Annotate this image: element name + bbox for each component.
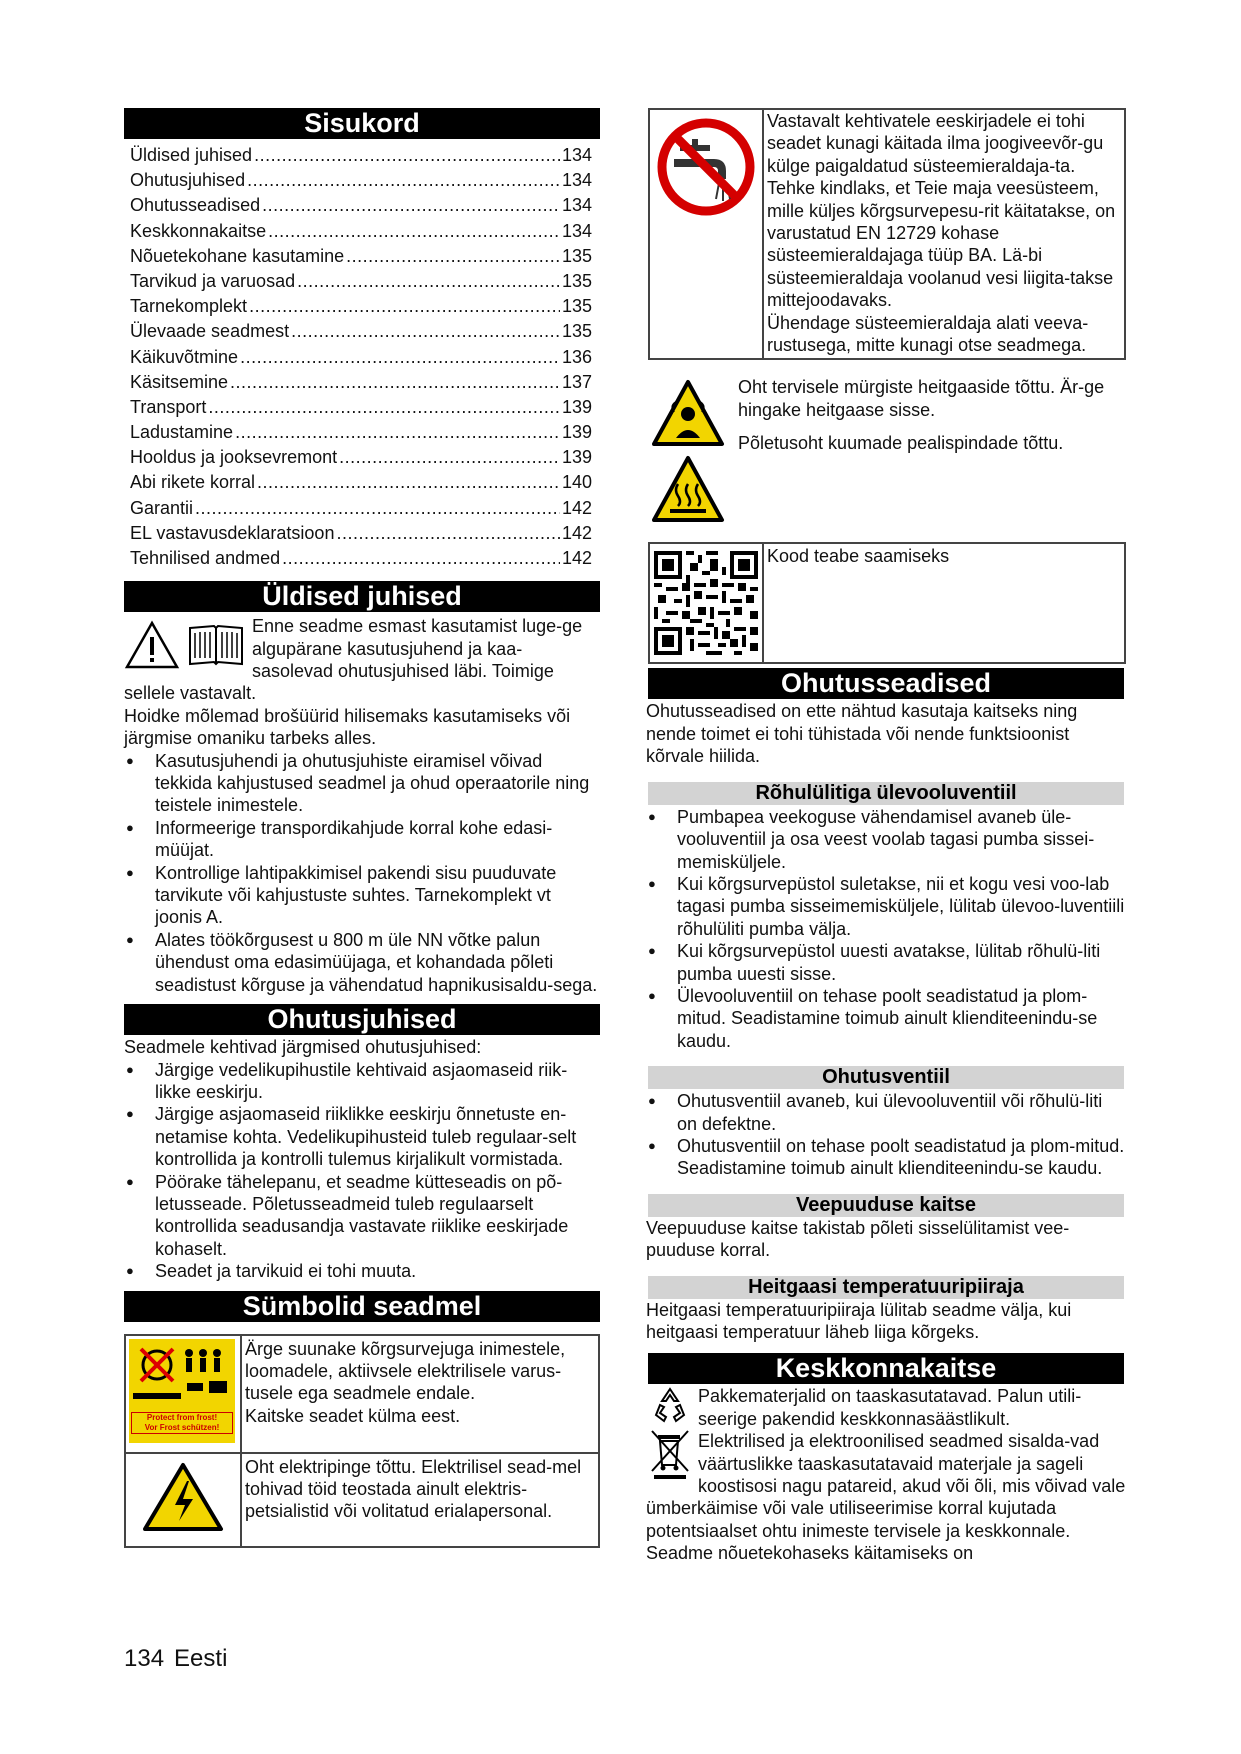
general-intro-text: Enne seadme esmast kasutamist luge-ge algupärane kasutusjuhend ja kaa-sasolevad ohutusjuhised läbi. Toimige sellele vastavalt.	[124, 616, 583, 704]
toc-entry-label: Ladustamine	[130, 422, 234, 443]
page-number: 134	[124, 1645, 165, 1672]
table-row	[125, 1453, 599, 1547]
general-para: Hoidke mõlemad brošüürid hilisemaks kasutamiseks või järgmise omaniku tarbeks alles.	[124, 705, 571, 749]
toc-entry[interactable]	[124, 319, 600, 344]
symbol-icon-cell	[125, 1335, 241, 1453]
toc-entry-page: 142	[561, 548, 592, 568]
table-row	[649, 109, 1125, 359]
general-bullets	[124, 750, 600, 996]
toc-entry-page: 134	[561, 220, 592, 241]
overflow-valve-heading: Rõhulülitiga ülevooluventiil	[648, 782, 1124, 805]
toc-entry-page: 142	[561, 497, 592, 518]
toc-entry-page: 139	[561, 396, 592, 417]
list-item: ● Järgige vedelikupihustile kehtivaid asjaomaseid riik-likke eeskirju.	[124, 1059, 600, 1104]
qr-cell	[649, 543, 763, 663]
toc-entry-page: 135	[561, 321, 592, 342]
toc-entry-page: 139	[561, 447, 592, 468]
list-item: ● Informeerige transpordikahjude korral kohe edasi-müüjat.	[124, 817, 600, 862]
page-footer	[124, 1645, 237, 1673]
crossed-bin-icon	[648, 1427, 692, 1479]
frost-label-line1: Protect from frost!	[146, 1412, 218, 1422]
toc-entry[interactable]	[124, 445, 600, 470]
electric-hazard-icon	[141, 1461, 225, 1533]
symbol-row2-text: Oht elektripinge tõttu. Elektrilisel sead-mel tohivad töid teostada ainult elektris-petsialistid või volitatud erialapersonal.	[245, 1456, 582, 1522]
general-heading: Üldised juhised	[124, 581, 600, 612]
toc-leader-dots	[247, 168, 560, 193]
toc-entry-label: Nõuetekohane kasutamine	[130, 245, 345, 266]
left-column	[124, 108, 600, 1548]
safety-heading: Ohutusjuhised	[124, 1004, 600, 1035]
list-item: ● Pöörake tähelepanu, et seadme kütteseadis on põ-letusseade. Põletusseadmeid tuleb regulaarselt kontrollida seadusandja vastavate riiklike eeskirjade kohaselt.	[124, 1171, 600, 1261]
toc-entry[interactable]	[124, 496, 600, 521]
toc-leader-dots	[291, 319, 560, 344]
toc-entry-label: Käikuvõtmine	[130, 346, 239, 367]
qr-text: Kood teabe saamiseks	[767, 546, 950, 567]
environment-block	[646, 1385, 1126, 1564]
toc-leader-dots	[282, 546, 560, 571]
toc-entry-label: Üldised juhised	[130, 145, 253, 165]
list-item: ● Järgige asjaomaseid riiklikke eeskirju õnnetuste en-netamise kohta. Vedelikupihusteid tuleb regulaar-selt kontrollida ja kontrolli tulemus kirjalikult vormistada.	[124, 1103, 600, 1170]
environment-heading: Keskkonnakaitse	[648, 1353, 1124, 1384]
symbol-text-cell	[241, 1453, 599, 1547]
list-item: ● Ohutusventiil on tehase poolt seadistatud ja plom-mitud. Seadistamine toimub ainult klienditeenindu-se kaudu.	[646, 1135, 1126, 1180]
toc-entry[interactable]	[124, 219, 600, 244]
toc-entry-label: Tarnekomplekt	[130, 296, 248, 317]
exhaust-limiter-text: Heitgaasi temperatuuripiiraja lülitab seadme välja, kui heitgaasi temperatuur läheb liiga kõrgeks.	[646, 1299, 1072, 1342]
toc-entry[interactable]	[124, 168, 600, 193]
environment-icons	[646, 1385, 696, 1477]
toc-entry-page: 135	[561, 270, 592, 291]
toc-entry-page: 136	[561, 346, 592, 367]
toc-entry-label: Keskkonnakaitse	[130, 220, 267, 241]
symbol-icon-cell	[649, 109, 763, 359]
symbols-table	[124, 1334, 600, 1548]
toc-entry-label: Tarvikud ja varuosad	[130, 270, 296, 291]
list-item: ● Pumbapea veekoguse vähendamisel avaneb üle-vooluventiil ja osa veest voolab tagasi pumba sissei-memisküljele.	[646, 806, 1126, 873]
safety-bullets	[124, 1059, 600, 1283]
list-item: ● Ülevooluventiil on tehase poolt seadistatud ja plom-mitud. Seadistamine toimub ainult klienditeenindu-se kaudu.	[646, 985, 1126, 1052]
safety-devices-intro: Ohutusseadised on ette nähtud kasutaja kaitseks ning nende toimet ei tohi tühistada või nende funktsioonist kõrvale hiilida.	[646, 701, 1078, 767]
no-spray-frost-icon	[129, 1339, 235, 1443]
toc-entry[interactable]	[124, 143, 600, 168]
toc-leader-dots	[336, 521, 560, 546]
toc-entry-page: 134	[561, 145, 592, 165]
toc-entry[interactable]	[124, 269, 600, 294]
list-item: ● Kontrollige lahtipakkimisel pakendi sisu puuduvate tarvikute või kahjustuste suhtes. Tarnekomplekt vt joonis A.	[124, 862, 600, 929]
toc-entry[interactable]	[124, 420, 600, 445]
list-item: ● Alates töökõrgusest u 800 m üle NN võtke palun ühendust oma edasimüüjaga, et kohandada põleti seadistust kõrguse ja vähendatud hapnikusisaldu-sega.	[124, 929, 600, 996]
environment-text1: Pakkematerjalid on taaskasutatavad. Palun utili-seerige pakendid keskkonnasäästlikult.	[698, 1386, 1082, 1429]
toc-entry-page: 134	[561, 195, 592, 216]
environment-text2: Elektrilised ja elektroonilised seadmed sisalda-vad väärtuslikke taaskasutatavaid materjale ja sageli koostisosi nagu patareid, akud või õli, mis võivad vale ümberkäimise või vale utiliseerimise korral kujutada potentsiaalset ohtu inimeste tervisele ja keskkonnale. Seadme nõuetekohaseks käitamiseks on	[646, 1431, 1126, 1564]
frost-label-line2: Vor Frost schützen!	[144, 1422, 220, 1432]
toc-leader-dots	[249, 294, 560, 319]
toc-entry[interactable]	[124, 345, 600, 370]
toc-entry[interactable]	[124, 244, 600, 269]
list-item: ● Kui kõrgsurvepüstol suletakse, nii et kogu vesi voo-lab tagasi pumba sisseimemisküljele, lülitab ülevoo-luventiili rõhulüliti pumba välja.	[646, 873, 1126, 940]
toc-entry-page: 137	[561, 371, 592, 392]
no-drinking-water-connection-icon	[656, 117, 756, 217]
toc-entry-label: Käsitsemine	[130, 371, 229, 392]
safety-intro: Seadmele kehtivad järgmised ohutusjuhised:	[124, 1037, 482, 1058]
qr-box	[648, 542, 1126, 664]
toc-entry-label: Tehnilised andmed	[130, 548, 281, 568]
symbol-text-cell	[241, 1335, 599, 1453]
toc-leader-dots	[208, 395, 560, 420]
water-warning-text: Vastavalt kehtivatele eeskirjadele ei tohi seadet kunagi käitada ilma joogiveevõr-gu külge paigaldatud süsteemieraldaja-ta. Tehke kindlaks, et Teie maja veesüsteem, mille küljes kõrgsurvepesu-rit käitatakse, on varustatud EN 12729 kohase süsteemieraldajaga tüüp BA. Lä-bi süsteemieraldaja voolanud vesi liigita-takse mittejoodavaks.	[767, 111, 1116, 311]
right-column	[646, 108, 1126, 1565]
safety-valve-bullets	[646, 1090, 1126, 1180]
water-shortage-text: Veepuuduse kaitse takistab põleti sisselülitamist vee-puuduse korral.	[646, 1217, 1070, 1261]
symbol-row1-text2: Kaitske seadet külma eest.	[245, 1405, 461, 1426]
toc-heading: Sisukord	[124, 108, 600, 139]
toxic-gas-text: Oht tervisele mürgiste heitgaaside tõttu. Är-ge hingake heitgaase sisse.	[738, 377, 1105, 420]
toc-entry-label: Abi rikete korral	[130, 472, 256, 493]
toc-list	[124, 143, 600, 571]
list-item: ● Seadet ja tarvikuid ei tohi muuta.	[124, 1260, 600, 1282]
no-spray-people-icon	[129, 1339, 235, 1411]
page-language: Eesti	[174, 1645, 228, 1672]
table-row	[125, 1335, 599, 1453]
water-shortage-heading: Veepuuduse kaitse	[648, 1194, 1124, 1217]
toc-leader-dots	[240, 345, 560, 370]
toc-entry[interactable]	[124, 193, 600, 218]
warning-triangle-icon	[124, 620, 180, 670]
toc-entry-page: 135	[561, 245, 592, 266]
toc-entry[interactable]	[124, 370, 600, 395]
toc-entry-label: Garantii	[130, 497, 194, 518]
toc-entry-page: 139	[561, 422, 592, 443]
table-row	[649, 543, 1125, 663]
list-item: ● Kasutusjuhendi ja ohutusjuhiste eiramisel võivad tekkida kahjustused seadmel ja ohud operaatorile ning teistele inimestele.	[124, 750, 600, 817]
overflow-valve-bullets	[646, 806, 1126, 1052]
toc-entry-label: Hooldus ja jooksevremont	[130, 447, 338, 468]
toc-entry[interactable]	[124, 395, 600, 420]
toc-leader-dots	[230, 370, 560, 395]
toc-entry-label: Ülevaade seadmest	[130, 321, 290, 342]
symbol-row1-text: Ärge suunake kõrgsurvejuga inimestele, loomadele, aktiivsele elektrilisele varus-tusele ega seadmele endale.	[245, 1338, 566, 1404]
symbol-icon-cell	[125, 1453, 241, 1547]
recycle-icon	[648, 1385, 692, 1425]
qr-code-icon	[654, 551, 758, 655]
toc-leader-dots	[297, 269, 560, 294]
toc-leader-dots	[235, 420, 560, 445]
hot-surface-block	[650, 433, 1126, 524]
toc-entry-page: 134	[561, 170, 592, 191]
manual-book-icon	[186, 620, 246, 670]
toc-entry-page: 140	[561, 472, 592, 493]
toc-entry-page: 142	[561, 522, 592, 543]
list-item: ● Kui kõrgsurvepüstol uuesti avatakse, lülitab rõhulü-liti pumba uuesti sisse.	[646, 940, 1126, 985]
water-warning-text2: Ühendage süsteemieraldaja alati veeva-rustusega, mitte kunagi otse seadmega.	[767, 312, 1089, 356]
toc-leader-dots	[257, 470, 560, 495]
toc-leader-dots	[339, 445, 560, 470]
toc-entry-label: Transport	[130, 396, 207, 417]
toc-leader-dots	[262, 193, 560, 218]
list-item: ● Ohutusventiil avaneb, kui ülevooluventiil või rõhulü-liti on defektne.	[646, 1090, 1126, 1135]
safety-devices-heading: Ohutusseadised	[648, 668, 1124, 699]
frost-warning-label	[131, 1412, 233, 1434]
general-intro-block	[124, 615, 600, 705]
toc-entry[interactable]	[124, 470, 600, 495]
qr-text-cell	[763, 543, 1125, 663]
toc-entry-label: Ohutusjuhised	[130, 170, 246, 191]
toc-entry-label: Ohutusseadised	[130, 195, 261, 216]
symbols-heading: Sümbolid seadmel	[124, 1291, 600, 1322]
water-warning-box	[648, 108, 1126, 360]
toc-leader-dots	[346, 244, 560, 269]
general-icons	[124, 615, 250, 675]
exhaust-limiter-heading: Heitgaasi temperatuuripiiraja	[648, 1276, 1124, 1299]
toc-entry[interactable]	[124, 521, 600, 546]
toc-leader-dots	[268, 219, 560, 244]
toc-entry[interactable]	[124, 294, 600, 319]
toc-leader-dots	[254, 143, 560, 168]
toc-entry-label: EL vastavusdeklaratsioon	[130, 522, 335, 543]
hot-surface-text: Põletusoht kuumade pealispindade tõttu.	[738, 433, 1064, 454]
toc-entry[interactable]	[124, 546, 600, 571]
water-warning-text-cell	[763, 109, 1125, 359]
toc-leader-dots	[195, 496, 560, 521]
hot-surface-icon	[650, 454, 726, 524]
toc-entry-page: 135	[561, 296, 592, 317]
toxic-fumes-icon	[650, 378, 726, 448]
safety-valve-heading: Ohutusventiil	[648, 1066, 1124, 1089]
